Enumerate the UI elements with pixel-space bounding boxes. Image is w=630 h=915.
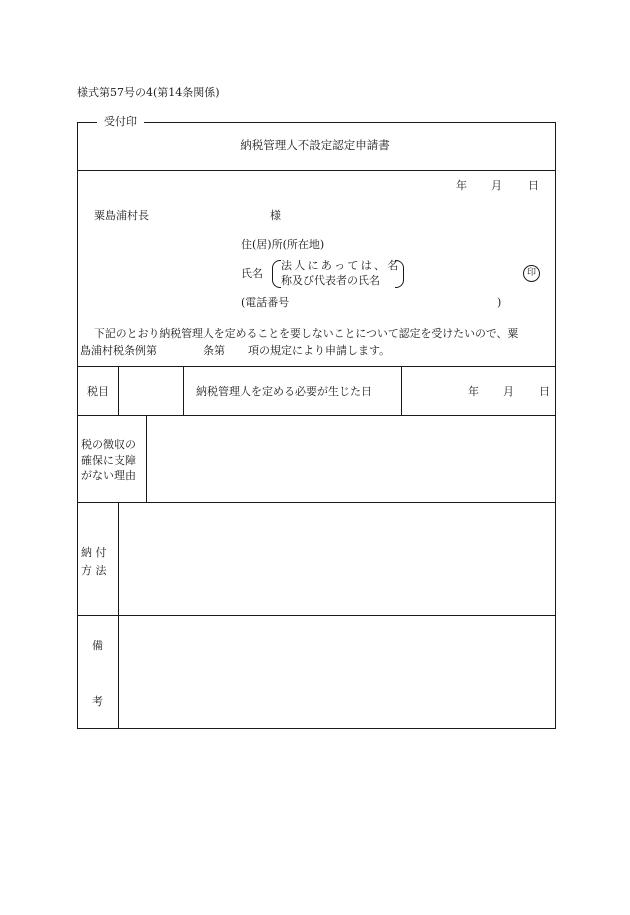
- name-note-line1: 法人にあっては、名: [281, 259, 401, 272]
- statement-line2-start: 島浦村税条例第: [80, 344, 157, 357]
- receipt-stamp-label: 受付印: [97, 115, 144, 129]
- reason-label-line: 確保に支障: [81, 453, 136, 467]
- remarks-label-top: 備: [92, 639, 103, 652]
- addressee-name: 粟島浦村長: [94, 209, 149, 222]
- col-divider-r1-a: [118, 366, 119, 415]
- statement-line1: 下記のとおり納税管理人を定めることを要しないことについて認定を受けたいので、粟: [94, 327, 519, 340]
- addressee-honorific: 様: [270, 209, 281, 222]
- col-divider-r3-r4: [118, 502, 119, 729]
- remarks-label-bottom: 考: [92, 695, 103, 708]
- name-note-line2: 称及び代表者の氏名: [281, 274, 380, 287]
- name-label: 氏名: [241, 267, 263, 280]
- row-divider-3: [77, 615, 556, 616]
- payment-method-label-line: 方 法: [81, 564, 107, 577]
- statement-line2-article: 条第: [203, 344, 225, 357]
- date-day-label: 日: [528, 179, 539, 192]
- tax-item-label: 税目: [87, 385, 109, 398]
- phone-close-paren: ): [497, 296, 502, 309]
- payment-method-label-line: 納 付: [81, 546, 107, 559]
- seal-mark: 印: [523, 265, 540, 282]
- col-divider-r1-c: [401, 366, 402, 415]
- col-divider-r2: [146, 415, 147, 502]
- payment-method-label: [81, 544, 107, 580]
- form-identifier: 様式第57号の4(第14条関係): [77, 86, 220, 99]
- need-date-month: 月: [503, 385, 514, 398]
- statement-line2-end: 項の規定により申請します。: [248, 344, 391, 357]
- address-label: 住(居)所(所在地): [241, 238, 325, 251]
- title-divider: [77, 170, 556, 171]
- row-divider-1: [77, 415, 556, 416]
- need-date-label: 納税管理人を定める必要が生じた日: [196, 385, 372, 398]
- reason-label-line: 税の徴収の: [81, 438, 136, 451]
- phone-label: (電話番号: [241, 296, 290, 309]
- details-table: [77, 366, 556, 729]
- reason-label-line: がない理由: [81, 469, 136, 482]
- col-divider-r1-b: [183, 366, 184, 415]
- row-divider-2: [77, 502, 556, 503]
- name-note-open-bracket: [272, 260, 281, 288]
- need-date-day: 日: [539, 385, 550, 398]
- need-date-year: 年: [468, 385, 479, 398]
- reason-label: [81, 437, 136, 484]
- form-title: 納税管理人不設定認定申請書: [240, 138, 390, 152]
- date-month-label: 月: [491, 179, 502, 192]
- date-year-label: 年: [456, 179, 467, 192]
